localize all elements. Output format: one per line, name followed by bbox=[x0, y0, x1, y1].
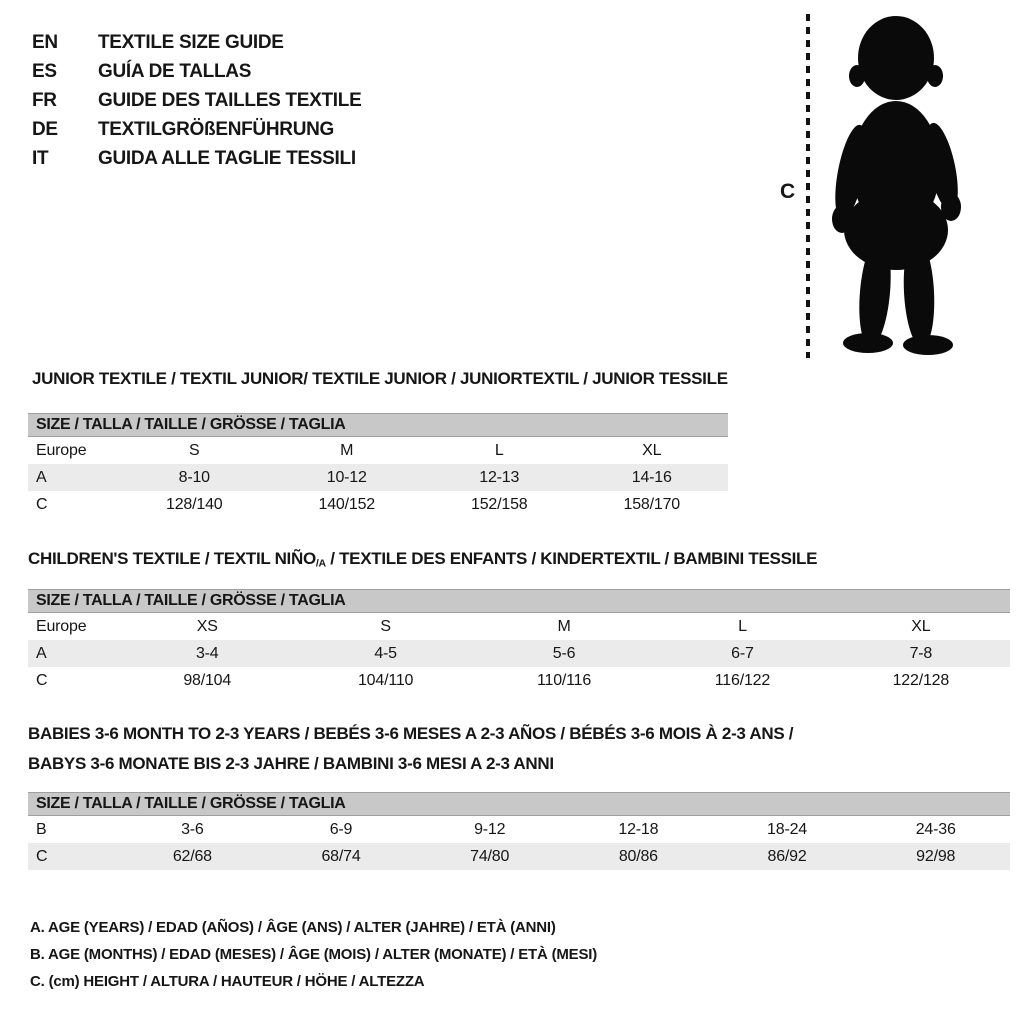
table-row-age bbox=[28, 464, 728, 491]
height-cell: 86/92 bbox=[767, 847, 807, 865]
section-title-children-prefix: CHILDREN'S TEXTILE / TEXTIL NIÑO bbox=[28, 549, 316, 568]
height-cell: 80/86 bbox=[618, 847, 658, 865]
age-cell: 5-6 bbox=[552, 644, 576, 662]
row-label: Europe bbox=[36, 441, 87, 459]
table-row-height bbox=[28, 667, 1010, 694]
size-cell: L bbox=[738, 617, 747, 635]
legend-footnotes bbox=[30, 914, 597, 995]
table-row-height bbox=[28, 843, 1010, 870]
section-title-children-suffix: / TEXTILE DES ENFANTS / KINDERTEXTIL / BAMBINI TESSILE bbox=[325, 549, 818, 568]
months-cell: 12-18 bbox=[618, 820, 659, 838]
size-cell: XL bbox=[911, 617, 931, 635]
table-row-height bbox=[28, 491, 728, 518]
height-cell: 92/98 bbox=[916, 847, 956, 865]
language-row-de bbox=[32, 115, 361, 144]
section-title-babies-line2: BABYS 3-6 MONATE BIS 2-3 JAHRE / BAMBINI 3-6 MESI A 2-3 ANNI bbox=[28, 754, 554, 773]
months-cell: 9-12 bbox=[474, 820, 506, 838]
section-title-junior: JUNIOR TEXTILE / TEXTIL JUNIOR/ TEXTILE JUNIOR / JUNIORTEXTIL / JUNIOR TESSILE bbox=[32, 369, 728, 388]
language-title: TEXTILE SIZE GUIDE bbox=[98, 32, 284, 53]
height-cell: 98/104 bbox=[183, 671, 232, 689]
height-cell: 110/116 bbox=[536, 671, 592, 689]
language-row-en bbox=[32, 28, 361, 57]
size-header-row: SIZE / TALLA / TAILLE / GRÖSSE / TAGLIA bbox=[28, 792, 1010, 816]
age-cell: 10-12 bbox=[326, 468, 367, 486]
months-cell: 24-36 bbox=[915, 820, 956, 838]
age-cell: 12-13 bbox=[479, 468, 520, 486]
size-cell: XS bbox=[196, 617, 218, 635]
language-row-es bbox=[32, 57, 361, 86]
junior-size-table bbox=[28, 413, 728, 518]
height-cell: 128/140 bbox=[166, 495, 223, 513]
height-measure-line bbox=[804, 14, 812, 363]
height-cell: 140/152 bbox=[318, 495, 375, 513]
footnote-height-cm: C. (cm) HEIGHT / ALTURA / HAUTEUR / HÖHE / ALTEZZA bbox=[30, 973, 425, 990]
row-label: Europe bbox=[36, 617, 87, 635]
section-title-children bbox=[28, 549, 817, 570]
language-title: GUIDE DES TAILLES TEXTILE bbox=[98, 90, 362, 111]
age-cell: 14-16 bbox=[631, 468, 672, 486]
language-code: FR bbox=[32, 90, 57, 111]
height-cell: 68/74 bbox=[321, 847, 361, 865]
size-cell: S bbox=[189, 441, 200, 459]
section-title-children-sub: /A bbox=[315, 557, 326, 570]
row-label: C bbox=[36, 671, 48, 689]
language-code: EN bbox=[32, 32, 58, 53]
height-cell: 74/80 bbox=[470, 847, 510, 865]
language-title: GUIDA ALLE TAGLIE TESSILI bbox=[98, 148, 356, 169]
table-row-europe bbox=[28, 437, 728, 464]
age-cell: 6-7 bbox=[731, 644, 754, 662]
language-row-it bbox=[32, 144, 361, 173]
months-cell: 3-6 bbox=[181, 820, 204, 838]
language-list bbox=[32, 28, 361, 173]
row-label: B bbox=[36, 820, 47, 838]
footnote-age-years: A. AGE (YEARS) / EDAD (AÑOS) / ÂGE (ANS) / ALTER (JAHRE) / ETÀ (ANNI) bbox=[30, 919, 556, 936]
months-cell: 18-24 bbox=[767, 820, 807, 838]
size-cell: XL bbox=[642, 441, 662, 459]
language-title: GUÍA DE TALLAS bbox=[98, 61, 252, 82]
size-header-row: SIZE / TALLA / TAILLE / GRÖSSE / TAGLIA bbox=[28, 589, 1010, 613]
height-cell: 122/128 bbox=[892, 671, 950, 689]
table-row-europe bbox=[28, 613, 1010, 640]
language-title: TEXTILGRÖßENFÜHRUNG bbox=[98, 119, 335, 140]
height-cell: 116/122 bbox=[714, 671, 771, 689]
section-title-babies-line1: BABIES 3-6 MONTH TO 2-3 YEARS / BEBÉS 3-6 MESES A 2-3 AÑOS / BÉBÉS 3-6 MOIS À 2-3 ANS / bbox=[28, 724, 794, 743]
age-cell: 4-5 bbox=[374, 644, 397, 662]
language-row-fr bbox=[32, 86, 361, 115]
footnote-age-months: B. AGE (MONTHS) / EDAD (MESES) / ÂGE (MOIS) / ALTER (MONATE) / ETÀ (MESI) bbox=[30, 946, 598, 963]
height-cell: 104/110 bbox=[357, 671, 414, 689]
size-cell: M bbox=[557, 617, 571, 635]
height-measure-label: C bbox=[780, 180, 796, 203]
row-label: A bbox=[36, 468, 47, 486]
row-label: A bbox=[36, 644, 47, 662]
size-cell: L bbox=[494, 441, 504, 459]
language-code: DE bbox=[32, 119, 58, 140]
babies-size-table bbox=[28, 792, 1010, 870]
baby-silhouette-icon bbox=[816, 10, 978, 363]
age-cell: 3-4 bbox=[195, 644, 219, 662]
table-row-age bbox=[28, 640, 1010, 667]
height-cell: 158/170 bbox=[623, 495, 680, 513]
row-label: C bbox=[36, 495, 48, 513]
height-cell: 152/158 bbox=[471, 495, 528, 513]
children-size-table bbox=[28, 589, 1010, 694]
table-row-months bbox=[28, 816, 1010, 843]
age-cell: 8-10 bbox=[178, 468, 210, 486]
age-cell: 7-8 bbox=[909, 644, 933, 662]
row-label: C bbox=[36, 847, 48, 865]
size-cell: M bbox=[340, 441, 354, 459]
size-cell: S bbox=[380, 617, 391, 635]
language-code: IT bbox=[32, 148, 49, 169]
size-header-row: SIZE / TALLA / TAILLE / GRÖSSE / TAGLIA bbox=[28, 413, 728, 437]
language-code: ES bbox=[32, 61, 57, 82]
months-cell: 6-9 bbox=[329, 820, 353, 838]
height-cell: 62/68 bbox=[172, 847, 212, 865]
